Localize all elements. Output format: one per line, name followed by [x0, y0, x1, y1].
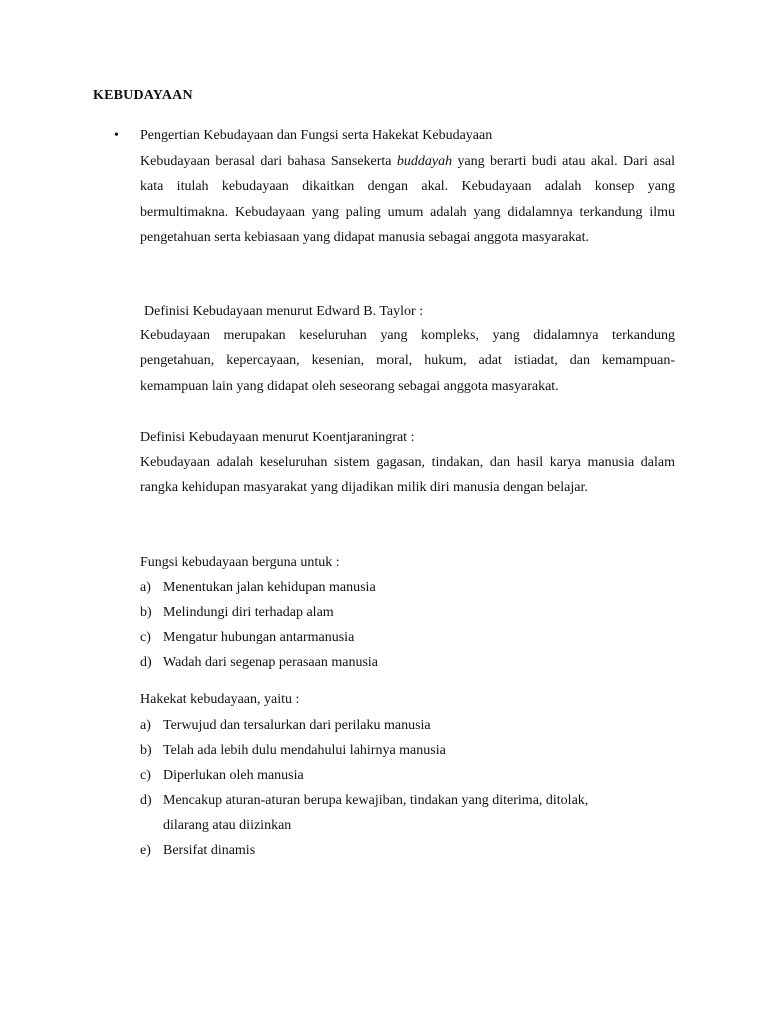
list-item-continuation: dilarang atau diizinkan: [163, 818, 292, 833]
document-title: KEBUDAYAAN: [93, 88, 193, 103]
list-marker: e): [140, 843, 151, 858]
hakekat-list: [140, 716, 588, 866]
fungsi-list: [140, 578, 378, 678]
list-marker: b): [140, 605, 152, 620]
fungsi-heading: Fungsi kebudayaan berguna untuk :: [140, 555, 340, 570]
list-item: [140, 628, 378, 653]
list-item-text: Mencakup aturan-aturan berupa kewajiban, tindakan yang diterima, ditolak,: [163, 793, 589, 808]
list-item: [140, 841, 588, 866]
list-item-text: Mengatur hubungan antarmanusia: [163, 630, 355, 645]
list-item-text: Diperlukan oleh manusia: [163, 768, 304, 783]
section-heading: Pengertian Kebudayaan dan Fungsi serta Hakekat Kebudayaan: [140, 128, 493, 143]
list-item-text: Terwujud dan tersalurkan dari perilaku manusia: [163, 718, 431, 733]
list-marker: d): [140, 793, 152, 808]
koentjaraningrat-paragraph: Kebudayaan adalah keseluruhan sistem gagasan, tindakan, dan hasil karya manusia dalam rangka kehidupan masyarakat yang dijadikan milik diri manusia dengan belajar.: [140, 455, 675, 496]
list-item: [140, 766, 588, 791]
list-item: [140, 578, 378, 603]
list-marker: d): [140, 655, 152, 670]
list-marker: b): [140, 743, 152, 758]
list-item: [140, 741, 588, 766]
list-marker: a): [140, 580, 151, 595]
list-item-text: Wadah dari segenap perasaan manusia: [163, 655, 378, 670]
list-marker: c): [140, 768, 151, 783]
list-item-text: Telah ada lebih dulu mendahului lahirnya manusia: [163, 743, 446, 758]
list-item-text: Menentukan jalan kehidupan manusia: [163, 580, 376, 595]
list-marker: a): [140, 718, 151, 733]
list-item-text: Melindungi diri terhadap alam: [163, 605, 334, 620]
koentjaraningrat-heading: Definisi Kebudayaan menurut Koentjaraningrat :: [140, 430, 415, 445]
list-item-text: Bersifat dinamis: [163, 843, 256, 858]
bullet-icon: •: [114, 128, 119, 143]
hakekat-heading: Hakekat kebudayaan, yaitu :: [140, 692, 300, 707]
list-item: [140, 716, 588, 741]
list-item: [140, 653, 378, 678]
list-item: [140, 603, 378, 628]
list-marker: c): [140, 630, 151, 645]
taylor-paragraph: Kebudayaan merupakan keseluruhan yang kompleks, yang didalamnya terkandung pengetahuan, kepercayaan, kesenian, moral, hukum, adat istiadat, dan kemampuan-kemampuan lain yang didapat oleh seseorang sebagai anggota masyarakat.: [140, 328, 675, 394]
list-item: [140, 791, 588, 841]
intro-text-start: Kebudayaan berasal dari bahasa Sansekerta: [140, 154, 397, 169]
intro-italic-term: buddayah: [396, 154, 453, 169]
taylor-heading: Definisi Kebudayaan menurut Edward B. Taylor :: [144, 304, 424, 319]
intro-text-end: yang berarti budi atau akal. Dari asal kata itulah kebudayaan dikaitkan dengan akal. Kebudayaan adalah konsep yang bermultimakna. Kebudayaan yang paling umum adalah yang didalamnya terkandung ilmu pengetahuan serta kebiasaan yang didapat manusia sebagai anggota masyarakat.: [140, 154, 675, 246]
intro-paragraph: [140, 149, 675, 251]
